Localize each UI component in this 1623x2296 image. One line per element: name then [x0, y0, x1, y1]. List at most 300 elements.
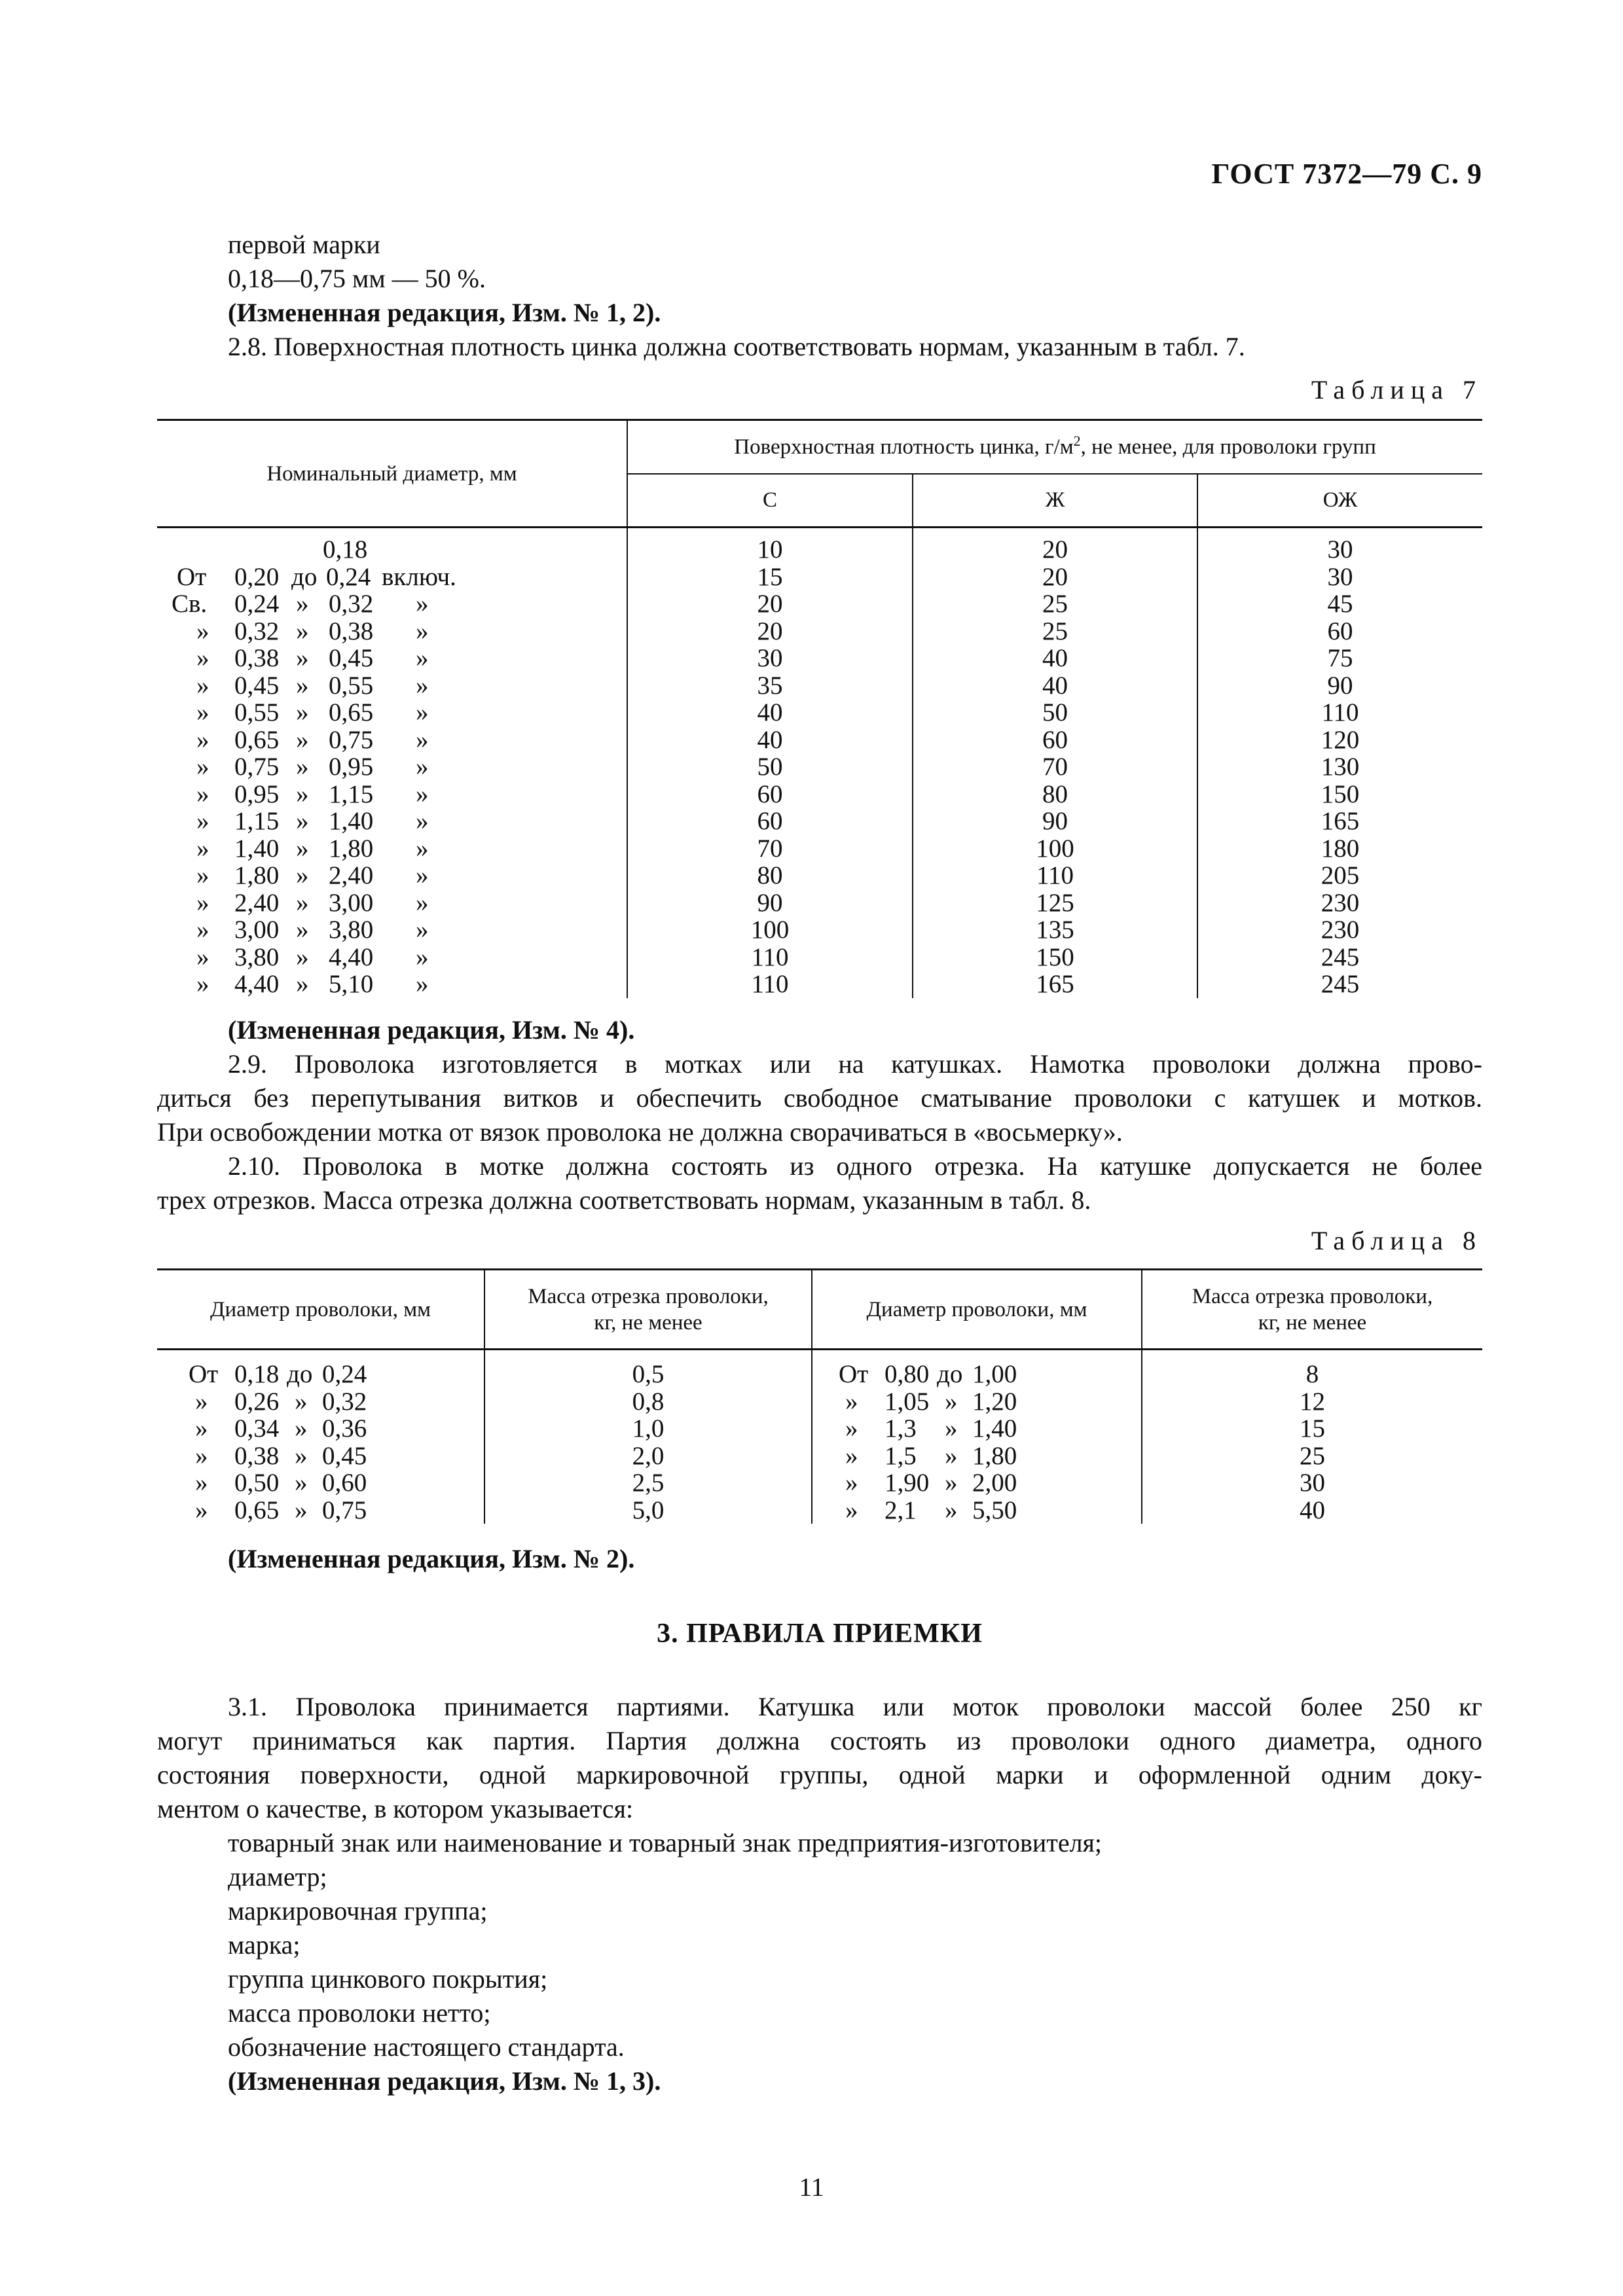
diameter-prefix: »	[845, 1441, 858, 1470]
diameter-cell-right	[812, 1415, 1142, 1443]
diameter-a: 0,32	[234, 617, 280, 645]
diameter-b: 0,65	[329, 698, 374, 726]
mass-cell-right: 40	[1300, 1496, 1325, 1524]
density-cell-ozh: 205	[1321, 861, 1360, 889]
diameter-cell	[157, 916, 627, 944]
diameter-p: »	[196, 970, 210, 998]
diameter-e: »	[416, 753, 429, 781]
density-cell-ozh: 75	[1327, 644, 1353, 672]
diameter-sep-word: до	[287, 1360, 313, 1388]
table-8	[157, 1268, 1482, 1524]
diameter-e: »	[416, 888, 429, 917]
diameter-cell	[157, 971, 627, 998]
table-row	[157, 753, 1482, 781]
diameter-e: »	[416, 861, 429, 889]
document-list-item: маркировочная группа;	[228, 1896, 488, 1926]
table-row	[157, 808, 1482, 835]
diameter-m: »	[296, 807, 309, 835]
density-cell-zh: 165	[913, 971, 1197, 998]
paragraph-3-1-line: 3.1. Проволока принимается партиями. Катушка или моток проволоки массой более 250 кг	[228, 1692, 1482, 1721]
paragraph-3-1-line: состояния поверхности, одной маркировочной группы, одной марки и оформленной одним доку-	[157, 1760, 1482, 1789]
diameter-range	[157, 971, 627, 998]
table-row	[157, 1388, 1482, 1416]
diameter-range	[157, 1443, 484, 1470]
paragraph-3-1-line: могут приниматься как партия. Партия должна состоять из проволоки одного диаметра, одного	[157, 1726, 1482, 1755]
table-row	[157, 835, 1482, 863]
diameter-cell-left	[157, 1497, 484, 1524]
table-row	[157, 862, 1482, 889]
diameter-cell	[157, 564, 627, 591]
diameter-e: »	[416, 780, 429, 808]
diameter-e: »	[416, 834, 429, 863]
table-7-header-c: С	[627, 474, 913, 528]
diameter-b: 1,40	[329, 807, 374, 835]
density-cell-ozh: 245	[1321, 970, 1360, 998]
table-8-header-mass-left	[484, 1270, 812, 1350]
diameter-cell	[157, 944, 627, 971]
diameter-range	[157, 590, 627, 618]
mass-cell-left: 5,0	[484, 1497, 812, 1524]
density-cell-c: 30	[627, 645, 913, 672]
diameter-cell-right	[812, 1388, 1142, 1416]
mass-cell-left: 2,5	[484, 1469, 812, 1497]
paragraph-3-1	[157, 1690, 1482, 2098]
document-list-item: товарный знак или наименование и товарный знак предприятия-изготовителя;	[228, 1828, 1103, 1857]
diameter-prefix: »	[845, 1414, 858, 1443]
diameter-range	[807, 1415, 1136, 1443]
diameter-e: »	[416, 725, 429, 754]
edition-note-block	[157, 1542, 1482, 1576]
diameter-m: »	[296, 780, 309, 808]
density-cell-ozh: 90	[1327, 671, 1353, 700]
diameter-m: »	[296, 942, 309, 971]
table-row	[157, 528, 1482, 564]
document-items-list	[157, 1826, 1482, 2064]
edition-note: (Измененная редакция, Изм. № 2).	[228, 1544, 635, 1573]
diameter-e: »	[416, 698, 429, 726]
diameter-cell	[157, 645, 627, 672]
diameter-prefix: »	[845, 1469, 858, 1497]
diameter-range	[157, 808, 627, 835]
table-row	[157, 781, 1482, 808]
section-title: 3. ПРАВИЛА ПРИЕМКИ	[657, 1619, 983, 1649]
diameter-cell	[157, 781, 627, 808]
density-cell-ozh: 230	[1321, 916, 1360, 944]
diameter-b: 0,32	[329, 590, 374, 618]
density-cell-zh: 90	[913, 808, 1197, 835]
diameter-sep-word: »	[295, 1414, 308, 1443]
intro-line: первой марки	[228, 230, 380, 259]
diameter-a: 1,15	[234, 807, 280, 835]
diameter-b: 1,80	[329, 834, 374, 863]
density-cell-zh: 40	[913, 672, 1197, 700]
document-list-item: обозначение настоящего стандарта.	[228, 2032, 625, 2062]
diameter-range	[157, 536, 627, 564]
density-cell-ozh: 120	[1321, 725, 1360, 754]
diameter-e: »	[416, 942, 429, 971]
diameter-b: 0,45	[329, 644, 374, 672]
diameter-m: »	[296, 617, 309, 645]
paragraph-2-9-line: диться без перепутывания витков и обеспечить свободное сматывание проволоки с катушек и мотков.	[157, 1083, 1482, 1113]
diameter-p: »	[196, 834, 210, 863]
table-7-header-ozh: ОЖ	[1197, 474, 1482, 528]
table-row	[157, 726, 1482, 754]
paragraph-2-9-line: При освобождении мотка от вязок проволока не должна сворачиваться в «восьмерку».	[157, 1117, 1123, 1147]
diameter-range	[157, 672, 627, 700]
diameter-range	[157, 1388, 484, 1416]
density-cell-c: 110	[627, 971, 913, 998]
diameter-b: 0,55	[329, 671, 374, 700]
diameter-a: 1,80	[234, 861, 280, 889]
diameter-to: 0,32	[322, 1387, 367, 1416]
intro-line: 0,18—0,75 мм — 50 %.	[228, 264, 486, 293]
diameter-cell-right	[812, 1350, 1142, 1388]
diameter-cell-right	[812, 1497, 1142, 1524]
diameter-b: 3,00	[329, 888, 374, 917]
diameter-range	[157, 835, 627, 863]
diameter-m: »	[296, 644, 309, 672]
table-row	[157, 590, 1482, 618]
document-list-item: группа цинкового покрытия;	[228, 1964, 548, 1994]
diameter-a: 1,40	[234, 834, 280, 863]
mass-cell-right: 25	[1300, 1441, 1325, 1470]
diameter-cell	[157, 753, 627, 781]
diameter-b: 0,95	[329, 753, 374, 781]
density-cell-zh: 25	[913, 590, 1197, 618]
diameter-p: Св.	[172, 590, 208, 618]
diameter-cell	[157, 590, 627, 618]
diameter-p: »	[196, 753, 210, 781]
diameter-cell	[157, 618, 627, 645]
diameter-to: 0,60	[322, 1469, 367, 1497]
density-header-tail: , не менее, для проволоки групп	[1080, 435, 1376, 459]
table-7-header-diameter: Номинальный диаметр, мм	[157, 420, 627, 528]
diameter-prefix: »	[195, 1469, 208, 1497]
table-7-body	[157, 528, 1482, 998]
mass-header-line: кг, не менее	[1258, 1310, 1367, 1335]
diameter-to: 2,00	[972, 1469, 1017, 1497]
diameter-cell-left	[157, 1469, 484, 1497]
diameter-cell	[157, 672, 627, 700]
diameter-e: »	[416, 916, 429, 944]
diameter-range	[157, 618, 627, 645]
diameter-m: »	[296, 888, 309, 917]
density-cell-ozh: 130	[1321, 753, 1360, 781]
paragraph-2-8: 2.8. Поверхностная плотность цинка должна соответствовать нормам, указанным в табл. 7.	[228, 332, 1245, 361]
diameter-sep-word: »	[295, 1469, 308, 1497]
density-cell-c: 20	[627, 590, 913, 618]
diameter-a: 0,95	[234, 780, 280, 808]
diameter-range	[157, 1469, 484, 1497]
table-row	[157, 916, 1482, 944]
diameter-b: 0,38	[329, 617, 374, 645]
diameter-e: включ.	[382, 562, 456, 591]
table-row	[157, 1415, 1482, 1443]
diameter-range	[807, 1469, 1136, 1497]
diameter-to: 1,00	[972, 1360, 1017, 1388]
diameter-from: 2,1	[884, 1496, 917, 1524]
diameter-p: »	[196, 888, 210, 917]
edition-note: (Измененная редакция, Изм. № 4).	[228, 1015, 635, 1045]
diameter-m: »	[296, 671, 309, 700]
document-list-item: масса проволоки нетто;	[228, 1998, 491, 2028]
density-cell-c: 80	[627, 862, 913, 889]
diameter-range	[807, 1443, 1136, 1470]
density-cell-c: 10	[627, 528, 913, 564]
table-8-header-diameter-left: Диаметр проволоки, мм	[157, 1270, 484, 1350]
mass-header-line: кг, не менее	[594, 1310, 702, 1335]
diameter-e: »	[416, 970, 429, 998]
table-row	[157, 699, 1482, 726]
density-header-text: Поверхностная плотность цинка, г/м	[734, 435, 1074, 459]
diameter-cell-right	[812, 1443, 1142, 1470]
diameter-range	[157, 889, 627, 917]
diameter-from: 0,65	[234, 1496, 280, 1524]
diameter-a: 0,24	[234, 590, 280, 618]
table-row	[157, 944, 1482, 971]
density-cell-c: 60	[627, 781, 913, 808]
edition-note: (Измененная редакция, Изм. № 1, 3).	[228, 2066, 661, 2096]
diameter-cell	[157, 528, 627, 564]
intro-text	[157, 228, 1482, 364]
diameter-to: 1,40	[972, 1414, 1017, 1443]
diameter-range	[807, 1361, 1136, 1388]
diameter-to: 5,50	[972, 1496, 1017, 1524]
diameter-a: 3,00	[234, 916, 280, 944]
paragraph-2-9-line: 2.9. Проволока изготовляется в мотках или на катушках. Намотка проволоки должна прово-	[228, 1049, 1482, 1079]
density-cell-c: 15	[627, 564, 913, 591]
density-cell-zh: 25	[913, 618, 1197, 645]
diameter-range	[157, 1361, 484, 1388]
diameter-cell	[157, 889, 627, 917]
density-cell-c: 90	[627, 889, 913, 917]
diameter-e: »	[416, 590, 429, 618]
diameter-range	[157, 1415, 484, 1443]
diameter-range	[157, 1497, 484, 1524]
diameter-range	[157, 781, 627, 808]
diameter-a: 0,45	[234, 671, 280, 700]
diameter-b: 0,75	[329, 725, 374, 754]
mass-cell-right: 30	[1300, 1469, 1325, 1497]
diameter-cell-left	[157, 1350, 484, 1388]
diameter-range	[807, 1388, 1136, 1416]
table-row	[157, 1469, 1482, 1497]
diameter-b: 0,24	[326, 562, 371, 591]
diameter-cell	[157, 699, 627, 726]
diameter-e: »	[416, 671, 429, 700]
page-number: 11	[799, 2172, 824, 2202]
diameter-from: 1,90	[884, 1469, 930, 1497]
mass-header-line: Масса отрезка проволоки,	[528, 1284, 769, 1308]
diameter-p: »	[196, 698, 210, 726]
diameter-sep-word: до	[937, 1360, 963, 1388]
diameter-sep-word: »	[295, 1387, 308, 1416]
diameter-prefix: »	[195, 1441, 208, 1470]
density-cell-zh: 150	[913, 944, 1197, 971]
diameter-e: »	[416, 644, 429, 672]
density-cell-ozh: 110	[1321, 698, 1359, 726]
diameter-sep-word: »	[945, 1496, 958, 1524]
table-row	[157, 971, 1482, 998]
density-cell-ozh: 150	[1321, 780, 1360, 808]
table-8-caption: Таблица 8	[1311, 1226, 1482, 1255]
density-cell-c: 110	[627, 944, 913, 971]
table-row	[157, 564, 1482, 591]
table-7-header-density	[627, 420, 1482, 474]
diameter-p: »	[196, 916, 210, 944]
density-cell-zh: 135	[913, 916, 1197, 944]
diameter-b: 2,40	[329, 861, 374, 889]
diameter-cell-left	[157, 1443, 484, 1470]
density-cell-c: 70	[627, 835, 913, 863]
mass-cell-left: 1,0	[484, 1415, 812, 1443]
diameter-prefix: »	[195, 1387, 208, 1416]
density-cell-c: 100	[627, 916, 913, 944]
density-cell-c: 35	[627, 672, 913, 700]
diameter-prefix: »	[195, 1496, 208, 1524]
diameter-a: 0,75	[234, 753, 280, 781]
diameter-a: 2,40	[234, 888, 280, 917]
mass-cell-right: 15	[1300, 1414, 1325, 1443]
density-cell-ozh: 45	[1327, 590, 1353, 618]
density-cell-zh: 70	[913, 753, 1197, 781]
diameter-range	[157, 726, 627, 754]
diameter-m: »	[296, 916, 309, 944]
diameter-to: 0,24	[322, 1360, 367, 1388]
diameter-m: »	[296, 590, 309, 618]
density-cell-ozh: 30	[1327, 535, 1353, 564]
diameter-to: 0,36	[322, 1414, 367, 1443]
diameter-prefix: От	[189, 1360, 219, 1388]
paragraph-3-1-line: ментом о качестве, в котором указывается:	[157, 1794, 634, 1823]
diameter-e: »	[416, 617, 429, 645]
diameter-prefix: »	[195, 1414, 208, 1443]
mass-cell-left: 0,8	[484, 1388, 812, 1416]
document-list-item: диаметр;	[228, 1862, 327, 1892]
table-row	[157, 1350, 1482, 1388]
table-7-caption: Таблица 7	[1311, 375, 1482, 404]
diameter-sep-word: »	[295, 1441, 308, 1470]
density-cell-zh: 20	[913, 528, 1197, 564]
diameter-m: »	[296, 970, 309, 998]
diameter-prefix: »	[845, 1496, 858, 1524]
table-8-header-diameter-right: Диаметр проволоки, мм	[812, 1270, 1142, 1350]
diameter-a: 0,20	[234, 562, 280, 591]
diameter-m: »	[296, 834, 309, 863]
diameter-b: 4,40	[329, 942, 374, 971]
diameter-from: 1,5	[884, 1441, 917, 1470]
diameter-cell	[157, 726, 627, 754]
density-cell-ozh: 245	[1321, 942, 1360, 971]
table-row	[157, 672, 1482, 700]
diameter-p: »	[196, 617, 210, 645]
density-cell-c: 40	[627, 726, 913, 754]
density-cell-c: 20	[627, 618, 913, 645]
diameter-from: 0,50	[234, 1469, 280, 1497]
diameter-p: »	[196, 671, 210, 700]
diameter-to: 0,75	[322, 1496, 367, 1524]
diameter-m: »	[296, 753, 309, 781]
document-list-item: марка;	[228, 1930, 301, 1960]
mass-cell-right: 12	[1300, 1387, 1325, 1416]
diameter-range	[157, 645, 627, 672]
diameter-e: »	[416, 807, 429, 835]
density-cell-ozh: 230	[1321, 888, 1360, 917]
mass-cell-right: 8	[1305, 1360, 1319, 1388]
diameter-range	[157, 753, 627, 781]
density-cell-ozh: 60	[1327, 617, 1353, 645]
diameter-cell-left	[157, 1415, 484, 1443]
diameter-sep-word: »	[945, 1469, 958, 1497]
table-row	[157, 889, 1482, 917]
diameter-a: 4,40	[234, 970, 280, 998]
paragraph-2-10-line: 2.10. Проволока в мотке должна состоять из одного отрезка. На катушке допускается не более	[228, 1151, 1482, 1181]
density-cell-ozh: 180	[1321, 834, 1360, 863]
diameter-b: 1,15	[329, 780, 374, 808]
diameter-from: 0,38	[234, 1441, 280, 1470]
diameter-sep-word: »	[945, 1387, 958, 1416]
diameter-cell	[157, 835, 627, 863]
diameter-m: »	[296, 725, 309, 754]
diameter-p: »	[196, 807, 210, 835]
diameter-m: до	[291, 562, 318, 591]
density-cell-zh: 100	[913, 835, 1197, 863]
diameter-range	[157, 944, 627, 971]
density-cell-zh: 60	[913, 726, 1197, 754]
diameter-p: »	[196, 861, 210, 889]
diameter-cell-right	[812, 1469, 1142, 1497]
density-cell-zh: 20	[913, 564, 1197, 591]
diameter-p: »	[196, 644, 210, 672]
diameter-range	[157, 564, 627, 591]
table-8-body	[157, 1350, 1482, 1524]
diameter-a: 0,55	[234, 698, 280, 726]
diameter-to: 1,80	[972, 1441, 1017, 1470]
density-cell-zh: 50	[913, 699, 1197, 726]
diameter-b: 5,10	[329, 970, 374, 998]
mass-header-line: Масса отрезка проволоки,	[1192, 1284, 1433, 1308]
paragraph-2-10-line: трех отрезков. Масса отрезка должна соответствовать нормам, указанным в табл. 8.	[157, 1185, 1091, 1215]
diameter-range	[157, 862, 627, 889]
table-8-header-mass-right	[1142, 1270, 1482, 1350]
density-header-sup: 2	[1073, 432, 1081, 449]
diameter-range	[157, 916, 627, 944]
diameter-from: 1,3	[884, 1414, 917, 1443]
diameter-range	[157, 699, 627, 726]
diameter-from: 0,26	[234, 1387, 280, 1416]
diameter-a: 3,80	[234, 942, 280, 971]
density-cell-c: 60	[627, 808, 913, 835]
table-row	[157, 618, 1482, 645]
diameter-prefix: От	[839, 1360, 869, 1388]
text-after-table-7	[157, 1013, 1482, 1217]
document-header: ГОСТ 7372—79 С. 9	[1211, 158, 1482, 190]
diameter-cell	[157, 808, 627, 835]
edition-note: (Измененная редакция, Изм. № 1, 2).	[228, 298, 661, 327]
diameter-value: 0,18	[323, 535, 368, 564]
diameter-from: 0,18	[234, 1360, 280, 1388]
table-row	[157, 1497, 1482, 1524]
density-cell-ozh: 165	[1321, 807, 1360, 835]
mass-cell-left: 2,0	[484, 1443, 812, 1470]
diameter-to: 1,20	[972, 1387, 1017, 1416]
diameter-cell	[157, 862, 627, 889]
diameter-sep-word: »	[295, 1496, 308, 1524]
mass-cell-left: 0,5	[484, 1350, 812, 1388]
diameter-range	[807, 1497, 1136, 1524]
density-cell-c: 50	[627, 753, 913, 781]
density-cell-zh: 80	[913, 781, 1197, 808]
